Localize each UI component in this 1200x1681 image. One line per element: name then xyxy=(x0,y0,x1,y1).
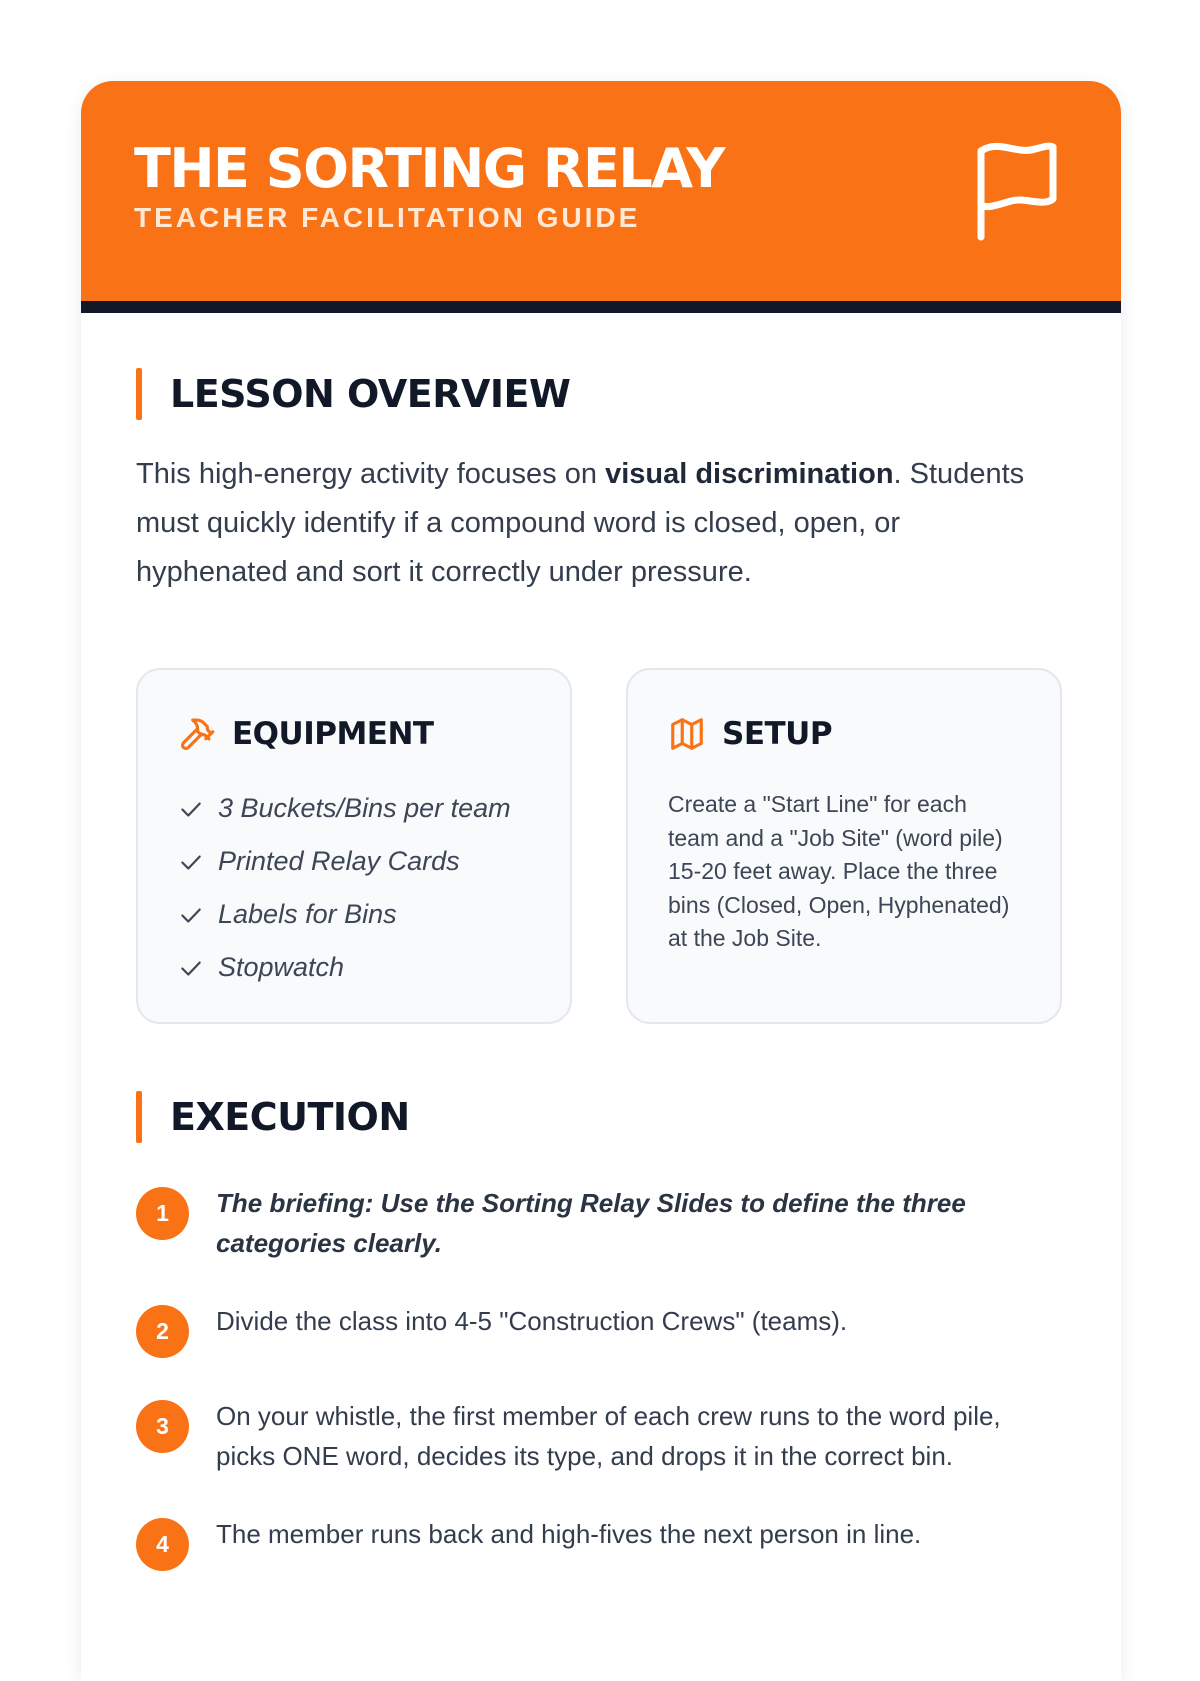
equipment-item-label: Stopwatch xyxy=(218,952,345,982)
step-item xyxy=(136,1301,1066,1358)
equipment-item-label: Printed Relay Cards xyxy=(218,846,460,876)
step-text: The briefing: Use the Sorting Relay Slides to define the three categories clearly. xyxy=(216,1188,966,1258)
step-number-badge: 1 xyxy=(136,1187,189,1240)
step-item xyxy=(136,1183,1066,1263)
setup-title: SETUP xyxy=(722,716,833,752)
step-number-badge: 2 xyxy=(136,1305,189,1358)
step-text: On your whistle, the first member of each crew runs to the word pile, picks ONE word, decides its type, and drops it in the correct bin. xyxy=(216,1401,1001,1471)
setup-card xyxy=(626,668,1062,1024)
list-item xyxy=(178,941,530,994)
overview-text-start: This high-energy activity focuses on xyxy=(136,458,606,490)
list-item xyxy=(178,782,530,835)
check-icon xyxy=(178,902,204,928)
execution-steps xyxy=(136,1183,1066,1571)
header-banner xyxy=(81,81,1121,313)
guide-card xyxy=(81,81,1121,1681)
hammer-icon xyxy=(178,715,216,753)
overview-text-bold: visual discrimination xyxy=(605,458,894,490)
list-item xyxy=(178,835,530,888)
page-title: THE SORTING RELAY xyxy=(134,137,725,200)
equipment-card xyxy=(136,668,572,1024)
equipment-item-label: 3 Buckets/Bins per team xyxy=(218,793,511,823)
equipment-list xyxy=(178,782,530,994)
check-icon xyxy=(178,796,204,822)
flag-icon xyxy=(973,141,1057,241)
check-icon xyxy=(178,849,204,875)
map-icon xyxy=(668,715,706,753)
overview-text xyxy=(136,450,1051,597)
step-number-badge: 3 xyxy=(136,1400,189,1453)
info-cards-row xyxy=(136,668,1066,1024)
execution-heading: EXECUTION xyxy=(136,1091,1066,1143)
setup-header xyxy=(668,714,1020,754)
overview-heading: LESSON OVERVIEW xyxy=(136,368,1066,420)
step-item xyxy=(136,1396,1066,1476)
step-number-badge: 4 xyxy=(136,1518,189,1571)
equipment-item-label: Labels for Bins xyxy=(218,899,397,929)
equipment-header xyxy=(178,714,530,754)
equipment-title: EQUIPMENT xyxy=(232,716,434,752)
setup-text: Create a "Start Line" for each team and a "Job Site" (word pile) 15-20 feet away. Place the three bins (Closed, Open, Hyphenated) at the Job Site. xyxy=(668,791,1010,951)
guide-body xyxy=(81,368,1121,1571)
page-subtitle: TEACHER FACILITATION GUIDE xyxy=(134,202,641,233)
check-icon xyxy=(178,955,204,981)
overview-text-end: . Students must quickly identify if a compound word is closed, open, or hyphenated and sort it correctly under pressure. xyxy=(136,458,1025,588)
step-text: The member runs back and high-fives the next person in line. xyxy=(216,1519,922,1549)
step-item xyxy=(136,1514,1066,1571)
step-text: Divide the class into 4-5 "Construction Crews" (teams). xyxy=(216,1306,848,1336)
list-item xyxy=(178,888,530,941)
